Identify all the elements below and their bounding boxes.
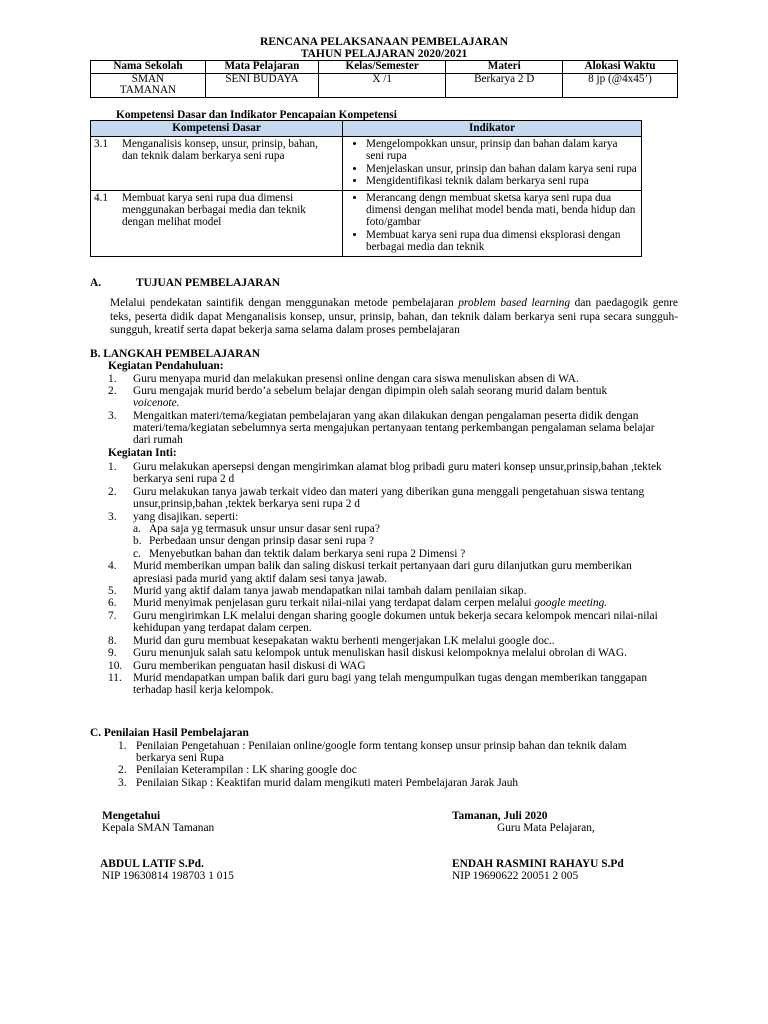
item-text-wrap <box>133 385 668 409</box>
signature-left-name: ABDUL LATIF S.Pd. <box>100 858 204 870</box>
document-year: TAHUN PELAJARAN 2020/2021 <box>300 47 468 60</box>
item-text: Guru melakukan tanya jawab terkait video dan materi yang diberikan guna menggali pengetahuan siswa tentang unsur,prinsip,bahan ,tektek berkarya seni rupa 2 d <box>133 485 645 511</box>
item-number: 3. <box>118 776 127 789</box>
info-value-cell: X /1 <box>318 73 445 97</box>
core-list <box>108 461 668 697</box>
signature-right-nip: NIP 19690622 20051 2 005 <box>452 870 579 882</box>
item-text: Murid dan guru membuat kesepakatan waktu berhenti mengerjakan LK melalui google doc.. <box>133 634 555 647</box>
info-value-cell: 8 jp (@4x45’) <box>563 73 678 97</box>
section-a-paragraph <box>110 297 678 338</box>
kd-number: 3.1 <box>94 138 108 150</box>
info-header-cell: Nama Sekolah <box>91 61 206 74</box>
list-item <box>108 560 668 585</box>
item-text: Penilaian Keterampilan : LK sharing google doc <box>136 764 357 777</box>
kd-cell <box>91 190 343 256</box>
paragraph-text: Melalui pendekatan saintifik dengan menggunakan metode pembelajaran <box>110 297 459 309</box>
item-number: 8. <box>108 634 117 647</box>
list-item <box>108 635 668 647</box>
indicator-cell <box>343 137 642 191</box>
competency-header-cell: Kompetensi Dasar <box>91 121 343 137</box>
signature-left-nip: NIP 19630814 198703 1 015 <box>102 870 234 882</box>
paragraph-emphasis: problem based learning <box>458 297 571 309</box>
item-text-wrap <box>133 597 668 609</box>
item-number: 2. <box>108 385 117 398</box>
list-item <box>108 610 668 635</box>
competency-header-cell: Indikator <box>343 121 642 137</box>
item-number: 5. <box>108 585 117 598</box>
list-subitem <box>108 523 668 535</box>
item-number: 4. <box>108 560 117 573</box>
item-text: Guru menunjuk salah satu kelompok untuk menuliskan hasil diskusi kelompoknya melalui obrolan di WAG. <box>133 647 627 660</box>
item-number: 9. <box>108 647 117 660</box>
signature-right-name: ENDAH RASMINI RAHAYU S.Pd <box>452 858 624 870</box>
indicator-list <box>346 138 638 188</box>
list-subitem <box>108 548 668 560</box>
list-item <box>108 410 668 447</box>
item-number: 7. <box>108 609 117 622</box>
list-subitem <box>108 535 668 547</box>
indicator-cell <box>343 190 642 256</box>
indicator-list <box>346 192 638 254</box>
competency-row <box>91 190 642 256</box>
list-item <box>108 486 668 511</box>
item-emphasis: voicenote. <box>133 397 180 410</box>
list-item <box>108 672 668 697</box>
item-text: Mengaitkan materi/tema/kegiatan pembelajaran yang akan dilakukan dengan pengalaman peserta didik dengan materi/tema/kegiatan sebelumnya serta mengajukan pertanyaan tentang perkembangan pengalaman selama belajar dari rumah <box>133 409 655 447</box>
competency-header-row <box>91 121 642 137</box>
item-text: Guru memberikan penguatan hasil diskusi di WAG <box>133 659 366 672</box>
kd-cell <box>91 137 343 191</box>
core-title: Kegiatan Inti: <box>108 447 177 459</box>
list-item <box>108 373 668 385</box>
item-text: Menyebutkan bahan dan tektik dalam berkarya seni rupa 2 Dimensi ? <box>149 547 466 560</box>
intro-list <box>108 373 668 446</box>
item-text: Guru melakukan apersepsi dengan mengirimkan alamat blog pribadi guru materi konsep unsur,prinsip,bahan ,tektek berkarya seni rupa 2 d <box>133 461 662 486</box>
kd-text: Membuat karya seni rupa dua dimensi menggunakan berbagai media dan teknik dengan melihat model <box>122 191 306 229</box>
item-number: 2. <box>108 485 117 498</box>
item-text: Murid memberikan umpan balik dan saling diskusi terkait pertanyaan dari guru dilanjutkan guru memberikan apresiasi pada murid yang aktif dalam sesi tanya jawab. <box>133 560 632 585</box>
intro-title: Kegiatan Pendahuluan: <box>108 360 224 372</box>
item-letter: c. <box>133 547 141 560</box>
list-item <box>108 660 668 672</box>
item-number: 1. <box>108 373 117 385</box>
list-item <box>118 764 668 776</box>
indicator-item: • Mengidentifikasi teknik dalam berkarya seni rupa <box>366 175 638 187</box>
section-c-title: C. Penilaian Hasil Pembelajaran <box>90 727 249 739</box>
list-item <box>118 740 668 764</box>
section-a-title: TUJUAN PEMBELAJARAN <box>136 277 280 289</box>
item-emphasis: google meeting. <box>534 597 608 610</box>
section-b-title: B. LANGKAH PEMBELAJARAN <box>90 348 260 360</box>
item-number: 1. <box>108 461 117 473</box>
section-a-letter: A. <box>90 277 102 289</box>
info-header-cell: Alokasi Waktu <box>563 61 678 74</box>
info-header-row <box>91 61 678 74</box>
indicator-item: • Mengelompokkan unsur, prinsip dan bahan dalam karya seni rupa <box>366 138 638 163</box>
indicator-item: • Membuat karya seni rupa dua dimensi eksplorasi dengan berbagai media dan teknik <box>366 229 638 254</box>
item-text: Perbedaan unsur dengan prinsip dasar seni rupa ? <box>149 535 374 548</box>
list-item <box>108 597 668 609</box>
item-text: Murid menyimak penjelasan guru terkait nilai-nilai yang terdapat dalam cerpen melalui <box>133 597 532 610</box>
item-letter: a. <box>133 523 141 536</box>
assessment-list <box>118 740 668 789</box>
paragraph-text: dan paedagogik genre teks, peserta didik dapat Menganalisis konsep, unsur, prinsip, bahan, dan teknik dalam berkarya seni rupa secara sungguh-sungguh, kreatif serta dapat bekerja sama selama dalam proses pembelajaran <box>110 297 678 336</box>
signature-right-place-date: Tamanan, Juli 2020 <box>452 810 548 822</box>
item-text: Guru mengirimkan LK melalui dengan sharing google dokumen untuk bekerja secara kelompok mencari nilai-nilai kehidupan yang terdapat dalam cerpen. <box>133 609 658 635</box>
signature-right-role: Guru Mata Pelajaran, <box>497 822 595 834</box>
info-header-cell: Materi <box>446 61 563 74</box>
info-value-cell: SMAN TAMANAN <box>91 73 206 97</box>
item-number: 2. <box>118 764 127 777</box>
item-number: 6. <box>108 597 117 610</box>
list-item <box>118 777 668 789</box>
list-item <box>108 585 668 597</box>
info-header-cell: Mata Pelajaran <box>205 61 318 74</box>
item-text: Apa saja yg termasuk unsur unsur dasar seni rupa? <box>149 523 380 536</box>
item-text: Penilaian Sikap : Keaktifan murid dalam mengikuti materi Pembelajaran Jarak Jauh <box>136 776 519 789</box>
item-number: 3. <box>108 409 117 422</box>
indicator-item: • Merancang dengn membuat sketsa karya seni rupa dua dimensi dengan melihat model benda mati, benda hidup dan foto/gambar <box>366 192 638 229</box>
signature-left-role: Kepala SMAN Tamanan <box>102 822 215 834</box>
item-text: Guru mengajak murid berdo’a sebelum belajar dengan dipimpin oleh salah seorang murid dalam bentuk <box>133 385 608 398</box>
item-text: Penilaian Pengetahuan : Penilaian online/google form tentang konsep unsur prinsip bahan dan teknik dalam berkarya seni Rupa <box>136 740 627 765</box>
kd-number: 4.1 <box>94 191 108 204</box>
list-item <box>108 461 668 486</box>
info-header-cell: Kelas/Semester <box>318 61 445 74</box>
item-number: 10. <box>108 659 123 672</box>
item-number: 3. <box>108 510 117 523</box>
info-table <box>90 60 678 98</box>
list-item <box>108 511 668 523</box>
item-text: yang disajikan. seperti: <box>133 510 239 523</box>
item-text: Murid mendapatkan umpan balik dari guru bagi yang telah mengumpulkan tugas dengan memberikan tanggapan terhadap hasil kerja kelompok. <box>133 671 648 697</box>
competency-row <box>91 137 642 191</box>
competency-title: Kompetensi Dasar dan Indikator Pencapaian Kompetensi <box>116 109 397 121</box>
item-text: Murid yang aktif dalam tanya jawab mendapatkan nilai tambah dalam penilaian sikap. <box>133 585 527 598</box>
document-title: RENCANA PELAKSANAAN PEMBELAJARAN <box>260 35 508 48</box>
info-value-cell: Berkarya 2 D <box>446 73 563 97</box>
item-letter: b. <box>133 535 142 548</box>
info-value-cell: SENI BUDAYA <box>205 73 318 97</box>
info-value-row <box>91 73 678 97</box>
signature-left-label: Mengetahui <box>102 810 161 822</box>
competency-table <box>90 120 642 257</box>
list-item <box>108 385 668 409</box>
item-text: Guru menyapa murid dan melakukan presensi online dengan cara siswa menuliskan absen di WA. <box>133 373 579 385</box>
item-number: 1. <box>118 740 127 752</box>
indicator-item: • Menjelaskan unsur, prinsip dan bahan dalam karya seni rupa <box>366 163 638 175</box>
list-item <box>108 647 668 659</box>
kd-text: Menganalisis konsep, unsur, prinsip, bahan, dan teknik dalam berkarya seni rupa <box>122 138 318 163</box>
item-number: 11. <box>108 671 122 684</box>
